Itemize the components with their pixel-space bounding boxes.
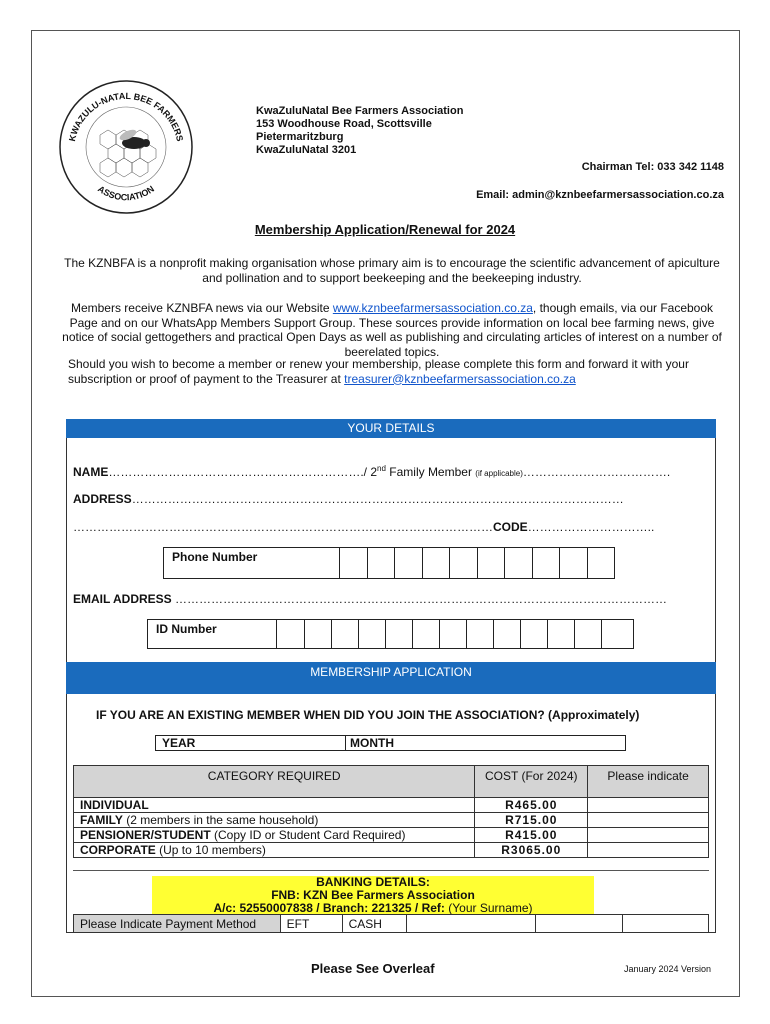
phone-digit[interactable]	[395, 548, 423, 578]
overleaf-note: Please See Overleaf	[311, 961, 435, 976]
province: KwaZuluNatal 3201	[256, 144, 357, 156]
version-note: January 2024 Version	[624, 964, 712, 974]
id-digit[interactable]	[548, 620, 575, 648]
phone-digit[interactable]	[478, 548, 505, 578]
payment-cash[interactable]: CASH	[342, 915, 406, 933]
phone-number-label: Phone Number	[164, 548, 340, 578]
id-digit[interactable]	[602, 620, 629, 648]
treasurer-email-link[interactable]: treasurer@kznbeefarmersassociation.co.za	[344, 371, 576, 386]
address-line-2[interactable]: ……………………………………………………………………………………………CODE…………………………..	[73, 520, 655, 534]
id-digit[interactable]	[359, 620, 386, 648]
address-block	[256, 105, 463, 157]
association-logo	[52, 73, 200, 221]
website-link[interactable]: www.kznbeefarmersassociation.co.za	[332, 301, 533, 315]
address-line[interactable]: ADDRESS……………………………………………………………………………………………………………	[73, 492, 624, 506]
contact-email: Email: admin@kznbeefarmersassociation.co.za	[476, 189, 724, 201]
payment-cell[interactable]	[406, 915, 536, 933]
table-row: INDIVIDUAL R465.00	[74, 798, 709, 813]
intro-paragraph: The KZNBFA is a nonprofit making organisation whose primary aim is to encourage the scientific advancement of apiculture and pollination and to support beekeeping and the beekeeping industry.	[64, 256, 720, 285]
news-paragraph: Members receive KZNBFA news via our Website www.kznbeefarmersassociation.co.za, though emails, via our Facebook Page and on our WhatsApp Members Support Group. These sources provide information on local bee farming news, give notice of social gettogethers and practical Open Days as well as publishing and circulating articles of interest on a number of beerelated topics.	[62, 301, 722, 359]
phone-digit[interactable]	[368, 548, 395, 578]
id-digit[interactable]	[467, 620, 494, 648]
form-title: Membership Application/Renewal for 2024	[254, 222, 516, 237]
phone-digit[interactable]	[533, 548, 560, 578]
table-row: FAMILY (2 members in the same household) R715.00	[74, 813, 709, 828]
category-table	[73, 765, 709, 858]
id-digit[interactable]	[440, 620, 467, 648]
divider	[73, 870, 709, 871]
indicate-cell[interactable]	[588, 813, 709, 828]
join-date-grid[interactable]	[155, 735, 626, 751]
id-digit[interactable]	[521, 620, 548, 648]
join-question: IF YOU ARE AN EXISTING MEMBER WHEN DID YOU JOIN THE ASSOCIATION? (Approximately)	[96, 708, 640, 722]
table-row: PENSIONER/STUDENT (Copy ID or Student Card Required) R415.00	[74, 828, 709, 843]
id-number-label: ID Number	[148, 620, 277, 648]
banking-title: BANKING DETAILS:	[316, 875, 430, 889]
street: 153 Woodhouse Road, Scottsville	[256, 118, 432, 130]
indicate-cell[interactable]	[588, 843, 709, 858]
phone-digit[interactable]	[588, 548, 612, 578]
id-digit[interactable]	[413, 620, 440, 648]
id-digit[interactable]	[277, 620, 305, 648]
banking-account: A/c: 52550007838 / Branch: 221325 / Ref: (Your Surname)	[213, 901, 533, 915]
phone-digit[interactable]	[560, 548, 588, 578]
indicate-cell[interactable]	[588, 828, 709, 843]
phone-digit[interactable]	[340, 548, 368, 578]
id-digit[interactable]	[386, 620, 413, 648]
col-indicate-header: Please indicate	[588, 766, 709, 798]
payment-cell[interactable]	[536, 915, 623, 933]
indicate-cell[interactable]	[588, 798, 709, 813]
year-field[interactable]: YEAR	[156, 736, 346, 750]
payment-cell[interactable]	[623, 915, 709, 933]
phone-digit[interactable]	[450, 548, 478, 578]
phone-digit[interactable]	[423, 548, 450, 578]
col-cost-header: COST (For 2024)	[475, 766, 588, 798]
table-row: CORPORATE (Up to 10 members) R3065.00	[74, 843, 709, 858]
id-number-grid[interactable]	[147, 619, 634, 649]
col-category-header: CATEGORY REQUIRED	[74, 766, 475, 798]
email-line[interactable]: EMAIL ADDRESS ……………………………………………………………………………………………………………	[73, 592, 668, 606]
membership-application-header: MEMBERSHIP APPLICATION	[66, 662, 716, 694]
your-details-header: YOUR DETAILS	[66, 419, 716, 438]
id-digit[interactable]	[305, 620, 332, 648]
id-digit[interactable]	[494, 620, 521, 648]
id-digit[interactable]	[332, 620, 359, 648]
payment-method-table	[73, 914, 709, 933]
instructions-paragraph: Should you wish to become a member or renew your membership, please complete this form and forward it with your subscription or proof of payment to the Treasurer at treasurer@kznbeefarmersassociation.co.za	[68, 357, 689, 386]
month-field[interactable]: MONTH	[350, 736, 394, 750]
name-line[interactable]: NAME………………………………………………………./ 2nd Family Member (if applicable)……………………………….	[73, 464, 671, 479]
payment-method-label: Please Indicate Payment Method	[74, 915, 281, 933]
logo-text-bottom: ASSOCIATION	[96, 183, 156, 203]
banking-details	[152, 876, 594, 914]
org-name: KwaZuluNatal Bee Farmers Association	[256, 105, 464, 117]
id-digit[interactable]	[575, 620, 602, 648]
payment-eft[interactable]: EFT	[280, 915, 342, 933]
chairman-tel: Chairman Tel: 033 342 1148	[581, 161, 724, 173]
city: Pietermaritzburg	[256, 131, 344, 143]
banking-bank: FNB: KZN Bee Farmers Association	[271, 888, 475, 902]
phone-digit[interactable]	[505, 548, 533, 578]
phone-number-grid[interactable]	[163, 547, 615, 579]
logo-text-top: KWAZULU-NATAL BEE FARMERS	[66, 90, 186, 143]
